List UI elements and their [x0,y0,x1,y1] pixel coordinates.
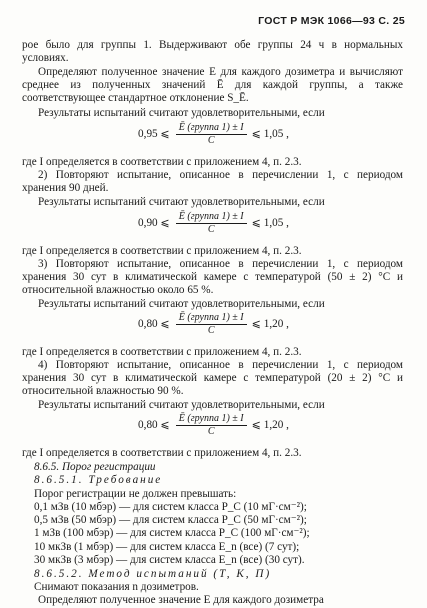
paragraph: Порог регистрации не должен превышать: [34,488,237,500]
formula [0,211,427,236]
paragraph: рое было для группы 1. Выдерживают обе группы 24 ч в нормальных условиях. [22,39,403,65]
formula [0,122,427,147]
paragraph: Результаты испытаний считают удовлетворительными, если [38,196,325,208]
list-item: 10 мкЗв (1 мбэр) — для систем класса E_n (все) (7 сут); [34,540,300,553]
formula [0,413,427,438]
formula-left: 0,80 ⩽ [138,317,170,330]
formula-denominator: C [207,426,215,437]
formula-right: ⩽ 1,20 , [251,317,289,330]
formula-numerator: Ē (группа 1) ± I [176,312,247,325]
paragraph: 3) Повторяют испытание, описанное в перечислении 1, с периодом хранения 30 сут в климатической камере с температурой (50 ± 2) °С и относительной влажностью около 65 %. [22,258,403,297]
paragraph: Результаты испытаний считают удовлетворительными, если [38,298,325,310]
list-item: 1 мЗв (100 мбэр) — для систем класса P_C (100 мГ·см⁻²); [34,527,310,540]
formula-right: ⩽ 1,20 , [251,418,289,431]
paragraph: где I определяется в соответствии с приложением 4, п. 2.3. [22,156,302,168]
list-item: 30 мкЗв (3 мбэр) — для систем класса E_n (все) (30 сут). [34,553,305,566]
paragraph: 4) Повторяют испытание, описанное в перечислении 1, с периодом хранения 30 сут в климатической камере с температурой (20 ± 2) °С и относительной влажностью 90 %. [22,359,403,398]
paragraph: где I определяется в соответствии с приложением 4, п. 2.3. [22,447,302,459]
formula-denominator: C [207,325,215,336]
page-header: ГОСТ Р МЭК 1066—93 С. 25 [258,15,405,27]
paragraph: 2) Повторяют испытание, описанное в перечислении 1, с периодом хранения 90 дней. [22,169,403,195]
paragraph: Результаты испытаний считают удовлетворительными, если [38,107,325,119]
formula [0,312,427,337]
formula-right: ⩽ 1,05 , [251,216,289,229]
threshold-list [34,501,403,567]
formula-numerator: Ē (группа 1) ± I [176,122,247,135]
formula-denominator: C [207,224,215,235]
paragraph: где I определяется в соответствии с приложением 4, п. 2.3. [22,346,302,358]
list-item: 0,1 мЗв (10 мбэр) — для систем класса P_C (10 мГ·см⁻²); [34,501,307,513]
subsection-heading: 8.6.5.1. Требование [34,474,163,486]
list-item: 0,5 мЗв (50 мбэр) — для систем класса P_C (50 мГ·см⁻²); [34,514,307,527]
paragraph: Определяют полученное значение E для каждого дозиметра и вычисляют среднее из полученных значений Ē для каждой группы, а также соответствующее стандартное отклонение S_Ē. [22,66,403,105]
formula-right: ⩽ 1,05 , [251,127,289,140]
paragraph: Определяют полученное значение E для каждого дозиметра [38,594,324,606]
formula-denominator: C [207,135,215,146]
paragraph: Результаты испытаний считают удовлетворительными, если [38,399,325,411]
paragraph: Снимают показания n дозиметров. [34,581,199,593]
formula-left: 0,80 ⩽ [138,418,170,431]
formula-numerator: Ē (группа 1) ± I [176,211,247,224]
formula-numerator: Ē (группа 1) ± I [176,413,247,426]
paragraph: где I определяется в соответствии с приложением 4, п. 2.3. [22,245,302,257]
formula-left: 0,90 ⩽ [138,216,170,229]
section-heading: 8.6.5. Порог регистрации [34,461,156,473]
formula-left: 0,95 ⩽ [138,127,170,140]
subsection-heading: 8.6.5.2. Метод испытаний (Т, К, П) [34,568,272,580]
